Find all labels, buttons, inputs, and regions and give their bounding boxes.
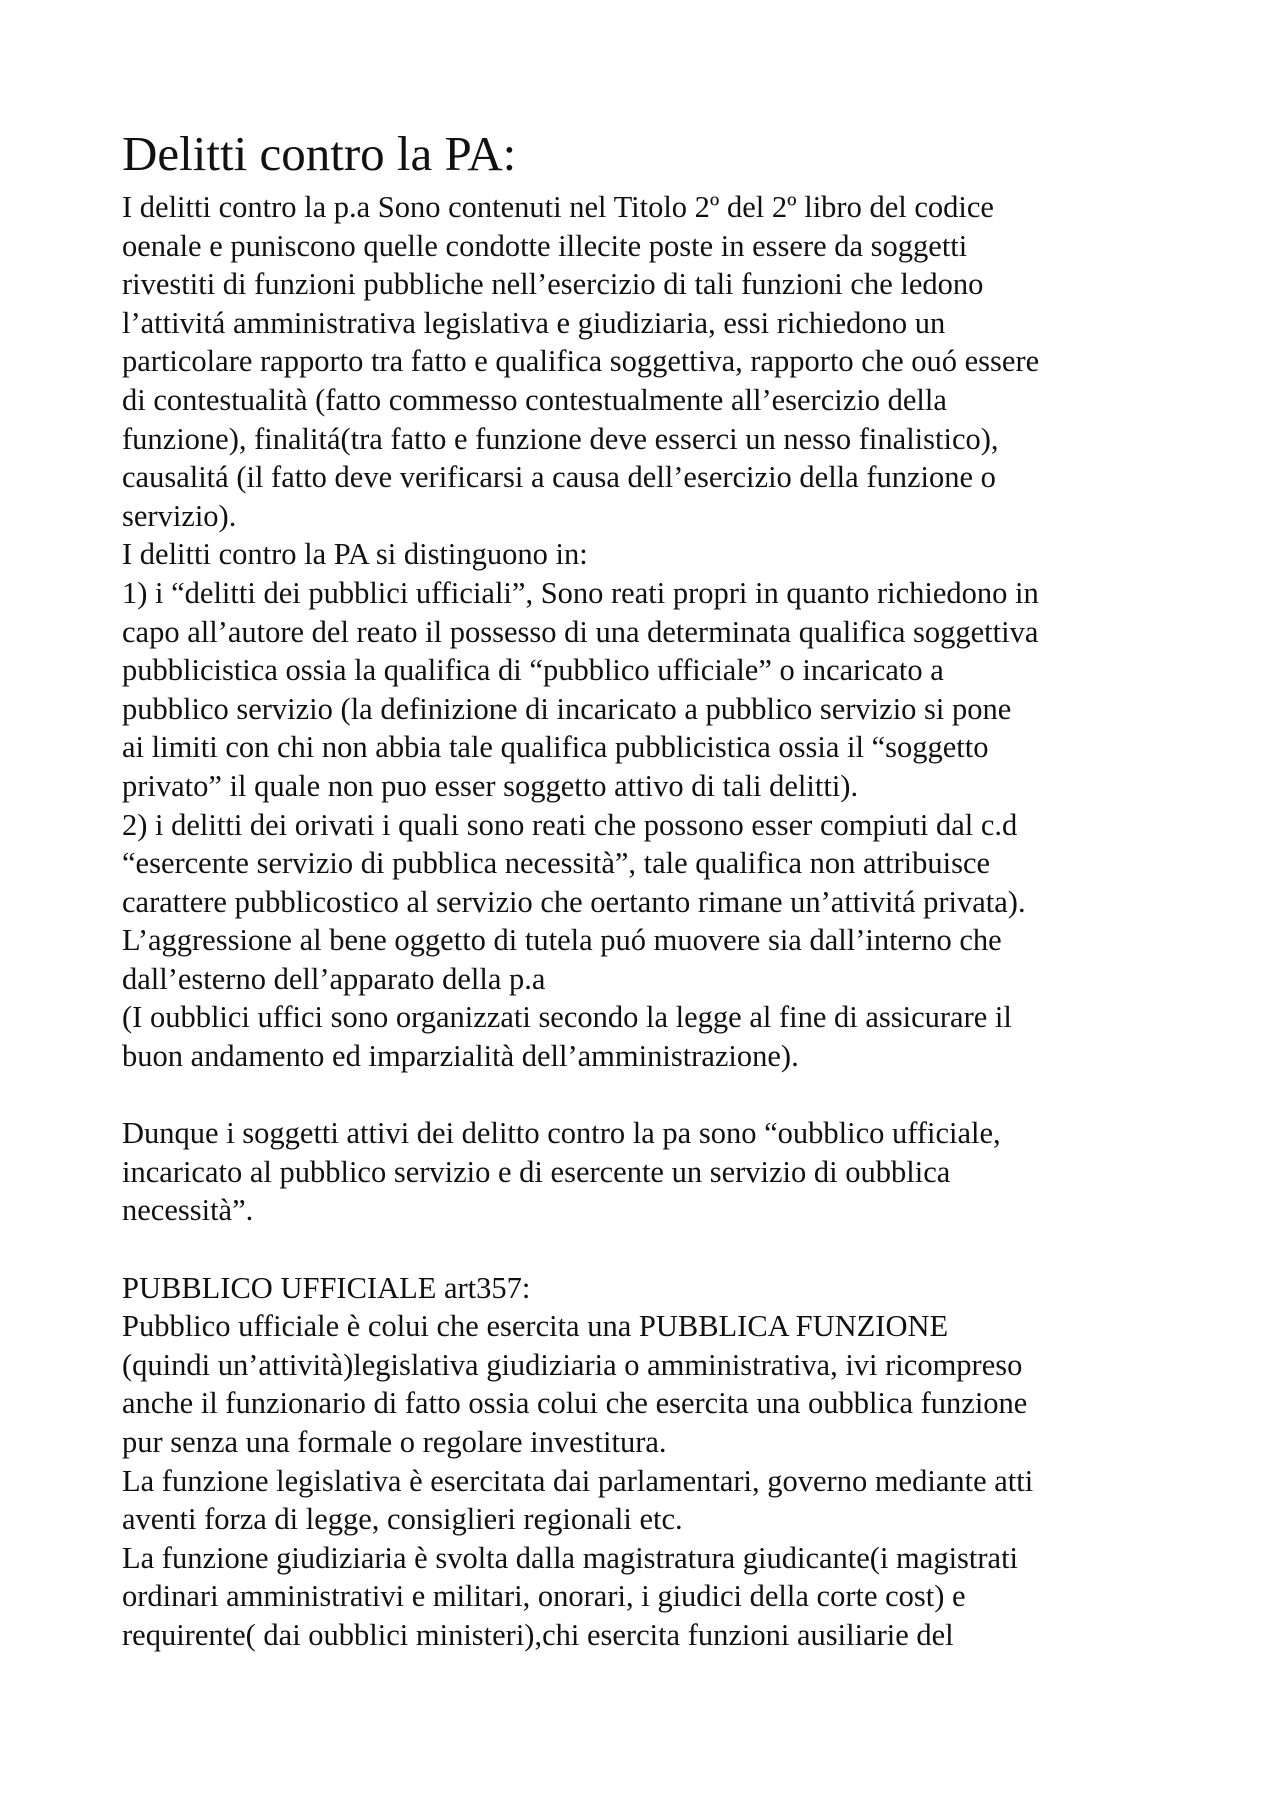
paragraph [122,188,1182,535]
text-line: privato” il quale non puo esser soggetto attivo di tali delitti). [122,768,859,803]
text-line: pur senza una formale o regolare investitura. [122,1425,667,1459]
text-line: dall’esterno dell’apparato della p.a [122,961,546,996]
text-line: necessità”. [122,1193,254,1228]
text-line: ai limiti con chi non abbia tale qualifica pubblicistica ossia il “soggetto [122,730,989,765]
blank-line [122,1230,1182,1269]
paragraph [122,574,1182,806]
paragraph [122,998,1182,1075]
text-line: Dunque i soggetti attivi dei delitto contro la pa sono “oubblico ufficiale, [122,1116,1001,1151]
paragraph [122,1114,1182,1230]
paragraph [122,1462,1182,1539]
text-line: anche il funzionario di fatto ossia colui che esercita una oubblica funzione [122,1386,1028,1421]
text-line: capo all’autore del reato il possesso di una determinata qualifica soggettiva [122,614,1039,649]
paragraph-list [122,188,1182,1655]
text-line: pubblico servizio (la definizione di incaricato a pubblico servizio si pone [122,691,1012,726]
text-line: particolare rapporto tra fatto e qualifica soggettiva, rapporto che ouó essere [122,344,1040,379]
paragraph [122,1539,1182,1655]
text-line: servizio). [122,498,237,533]
text-line: funzione), finalitá(tra fatto e funzione deve esserci un nesso finalistico), [122,421,999,456]
text-line: carattere pubblicostico al servizio che oertanto rimane un’attivitá privata). [122,884,1026,919]
text-line: l’attivitá amministrativa legislativa e giudiziaria, essi richiedono un [122,305,946,340]
text-line: I delitti contro la p.a Sono contenuti nel Titolo 2º del 2º libro del codice [122,190,994,224]
page-title: Delitti contro la PA: [122,126,517,181]
text-line: incaricato al pubblico servizio e di esercente un servizio di oubblica [122,1154,951,1189]
text-line: requirente( dai oubblici ministeri),chi esercita funzioni ausiliarie del [122,1617,954,1652]
text-line: ordinari amministrativi e militari, onorari, i giudici della corte cost) e [122,1579,966,1614]
text-line: causalitá (il fatto deve verificarsi a causa dell’esercizio della funzione o [122,460,996,495]
text-line: La funzione giudiziaria è svolta dalla magistratura giudicante(i magistrati [122,1540,1019,1575]
paragraph [122,806,1182,922]
paragraph [122,1269,1182,1308]
text-line: Pubblico ufficiale è colui che esercita una PUBBLICA FUNZIONE [122,1309,949,1344]
text-line: La funzione legislativa è esercitata dai parlamentari, governo mediante atti [122,1463,1034,1498]
paragraph [122,921,1182,998]
text-line: PUBBLICO UFFICIALE art357: [122,1270,531,1305]
text-line: 2) i delitti dei orivati i quali sono reati che possono esser compiuti dal c.d [122,807,1018,842]
text-line: I delitti contro la PA si distinguono in: [122,537,588,572]
text-line: buon andamento ed imparzialità dell’amministrazione). [122,1039,799,1074]
paragraph [122,1307,1182,1461]
paragraph [122,535,1182,574]
text-line: (I oubblici uffici sono organizzati secondo la legge al fine di assicurare il [122,1000,1012,1035]
document-body [122,120,1182,1655]
text-line: “esercente servizio di pubblica necessità”, tale qualifica non attribuisce [122,846,991,881]
text-line: L’aggressione al bene oggetto di tutela puó muovere sia dall’interno che [122,923,1002,958]
text-line: 1) i “delitti dei pubblici ufficiali”, Sono reati propri in quanto richiedono in [122,575,1039,610]
text-line: di contestualità (fatto commesso contestualmente all’esercizio della [122,382,947,417]
text-line: (quindi un’attività)legislativa giudiziaria o amministrativa, ivi ricompreso [122,1347,1023,1382]
text-line: rivestiti di funzioni pubbliche nell’esercizio di tali funzioni che ledono [122,267,984,302]
blank-line [122,1076,1182,1115]
text-line: pubblicistica ossia la qualifica di “pubblico ufficiale” o incaricato a [122,653,944,688]
text-line: aventi forza di legge, consiglieri regionali etc. [122,1502,683,1537]
text-line: oenale e puniscono quelle condotte illecite poste in essere da soggetti [122,228,968,263]
